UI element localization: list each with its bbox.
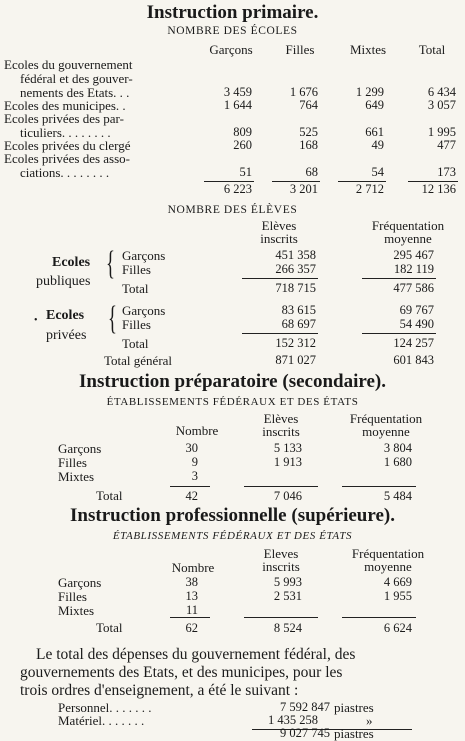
sum-rule bbox=[244, 486, 318, 487]
total-value: 2 712 bbox=[355, 182, 384, 196]
row-label-associations-l1: Ecoles privées des asso- bbox=[4, 151, 130, 166]
cell-value: 6 434 bbox=[427, 85, 456, 99]
col-header-freq-l2: moyenne bbox=[364, 559, 412, 574]
cell-value: 68 697 bbox=[281, 317, 316, 331]
caption-nombre-eleves: NOMBRE DES ÉLÈVES bbox=[167, 204, 298, 216]
cell-value: 9 bbox=[191, 455, 198, 469]
cell-value: 13 bbox=[185, 589, 198, 603]
cell-value: 182 119 bbox=[393, 262, 434, 276]
sum-rule bbox=[242, 333, 318, 334]
total-value: 62 bbox=[185, 621, 198, 635]
col-header-inscrits-l2: inscrits bbox=[262, 424, 300, 439]
row-label-gouvernement-l3: nements des Etats. . . bbox=[20, 85, 130, 100]
row-label-filles: Filles bbox=[122, 262, 151, 277]
row-label-garcons: Garçons bbox=[58, 441, 102, 456]
cell-value: 168 bbox=[299, 138, 318, 152]
row-label-filles: Filles bbox=[58, 455, 87, 470]
cell-value: 1 913 bbox=[273, 455, 302, 469]
section-title-preparatoire: Instruction préparatoire (secondaire). bbox=[79, 371, 386, 392]
cell-value: 38 bbox=[185, 575, 198, 589]
cell-value: 1 299 bbox=[355, 85, 384, 99]
cell-value: 3 bbox=[191, 469, 198, 483]
cell-value: 764 bbox=[299, 98, 318, 112]
row-label-mixtes: Mixtes bbox=[58, 603, 95, 618]
row-label-filles: Filles bbox=[58, 589, 87, 604]
cell-value: 661 bbox=[365, 125, 384, 139]
cell-value: 295 467 bbox=[393, 248, 434, 262]
cell-value: 266 357 bbox=[275, 262, 316, 276]
col-header-nombre: Nombre bbox=[171, 560, 215, 575]
col-header-nombre: Nombre bbox=[175, 423, 219, 438]
caption-etablissements: ÉTABLISSEMENTS FÉDÉRAUX ET DES ÉTATS bbox=[112, 530, 353, 542]
sum-rule bbox=[242, 278, 318, 279]
total-value: 12 136 bbox=[421, 182, 456, 196]
bullet-mark: • bbox=[34, 315, 38, 326]
total-general-label: Total général bbox=[104, 353, 173, 368]
row-label-total: Total bbox=[96, 488, 123, 503]
total-value: 124 257 bbox=[393, 336, 434, 350]
row-label-gouvernement-l2: fédéral et des gouver- bbox=[20, 71, 133, 86]
total-depenses-unit: piastres bbox=[334, 726, 374, 741]
personnel-label: Personnel. . . . . . . bbox=[58, 700, 152, 715]
summary-text-line2: gouvernements des Etats, et des municipes, pour les bbox=[20, 664, 343, 681]
group-label-privees-l1: Ecoles bbox=[46, 308, 85, 323]
row-label-associations-l2: ciations. . . . . . . . bbox=[20, 165, 110, 180]
col-header-inscrits-l2: inscrits bbox=[262, 559, 300, 574]
col-header-inscrits-l2: inscrits bbox=[260, 231, 298, 246]
cell-value: 5 993 bbox=[273, 575, 302, 589]
group-label-publiques-l1: Ecoles bbox=[52, 255, 91, 270]
total-value: 3 201 bbox=[289, 182, 318, 196]
cell-value: 260 bbox=[233, 138, 252, 152]
col-header-inscrits-l1: Elèves bbox=[263, 411, 299, 426]
row-label-municipes: Ecoles des municipes. . bbox=[4, 98, 126, 113]
cell-value: 3 057 bbox=[427, 98, 456, 112]
cell-value: 649 bbox=[365, 98, 384, 112]
col-header-inscrits-l1: Elèves bbox=[261, 218, 297, 233]
total-value: 5 484 bbox=[383, 489, 412, 503]
col-header-freq-l1: Fréquentation bbox=[371, 218, 445, 233]
total-value: 8 524 bbox=[273, 621, 302, 635]
total-value: 152 312 bbox=[275, 336, 316, 350]
cell-value: 83 615 bbox=[281, 303, 316, 317]
cell-value: 1 644 bbox=[223, 98, 252, 112]
brace-icon: { bbox=[106, 245, 115, 282]
group-label-publiques-l2: publiques bbox=[36, 274, 91, 289]
row-label-total: Total bbox=[122, 281, 149, 296]
row-label-total: Total bbox=[122, 336, 149, 351]
cell-value: 49 bbox=[371, 138, 384, 152]
caption-etablissements: ÉTABLISSEMENTS FÉDÉRAUX ET DES ÉTATS bbox=[106, 396, 359, 408]
cell-value: 51 bbox=[239, 165, 252, 179]
sum-rule bbox=[244, 617, 318, 618]
row-label-particuliers-l2: ticuliers. . . . . . . . bbox=[20, 125, 111, 140]
total-general-value: 601 843 bbox=[393, 353, 434, 367]
total-value: 6 223 bbox=[223, 182, 252, 196]
cell-value: 173 bbox=[437, 165, 456, 179]
cell-value: 1 955 bbox=[383, 589, 412, 603]
col-header-freq-l1: Fréquentation bbox=[351, 546, 425, 561]
cell-value: 30 bbox=[185, 441, 198, 455]
cell-value: 451 358 bbox=[275, 248, 316, 262]
summary-text-line1: Le total des dépenses du gouvernement fédéral, des bbox=[36, 646, 356, 663]
section-title-primaire: Instruction primaire. bbox=[146, 2, 319, 23]
cell-value: 3 459 bbox=[223, 85, 252, 99]
personnel-value: 7 592 847 bbox=[280, 700, 330, 714]
col-header-filles: Filles bbox=[285, 42, 315, 57]
cell-value: 3 804 bbox=[383, 441, 412, 455]
materiel-unit: » bbox=[366, 713, 373, 728]
total-value: 718 715 bbox=[275, 281, 316, 295]
cell-value: 1 680 bbox=[383, 455, 412, 469]
total-depenses-value: 9 027 745 bbox=[280, 726, 330, 740]
total-value: 477 586 bbox=[393, 281, 434, 295]
row-label-particuliers-l1: Ecoles privées des par- bbox=[4, 111, 124, 126]
sum-rule bbox=[362, 333, 436, 334]
row-label-garcons: Garçons bbox=[58, 575, 102, 590]
sum-rule bbox=[342, 486, 416, 487]
cell-value: 68 bbox=[305, 165, 318, 179]
col-header-mixtes: Mixtes bbox=[349, 42, 387, 57]
cell-value: 11 bbox=[185, 603, 198, 617]
col-header-freq-l1: Fréquentation bbox=[349, 411, 423, 426]
cell-value: 525 bbox=[299, 125, 318, 139]
cell-value: 1 995 bbox=[427, 125, 456, 139]
brace-icon: { bbox=[108, 300, 117, 337]
cell-value: 4 669 bbox=[383, 575, 412, 589]
row-label-clerge: Ecoles privées du clergé bbox=[4, 138, 131, 153]
sum-rule bbox=[362, 278, 436, 279]
cell-value: 5 133 bbox=[273, 441, 302, 455]
materiel-label: Matériel. . . . . . . bbox=[58, 713, 145, 728]
sum-rule bbox=[170, 486, 210, 487]
summary-text-line3: trois ordres d'enseignement, a été le suivant : bbox=[20, 682, 299, 699]
row-label-total: Total bbox=[96, 620, 123, 635]
col-header-inscrits-l1: Eleves bbox=[263, 546, 299, 561]
row-label-garcons: Garçons bbox=[122, 303, 166, 318]
row-label-garcons: Garçons bbox=[122, 248, 166, 263]
cell-value: 54 bbox=[371, 165, 384, 179]
cell-value: 1 676 bbox=[289, 85, 318, 99]
personnel-unit: piastres bbox=[334, 700, 374, 715]
cell-value: 809 bbox=[233, 125, 252, 139]
cell-value: 54 490 bbox=[399, 317, 434, 331]
section-title-professionnelle: Instruction professionnelle (supérieure). bbox=[70, 505, 395, 526]
cell-value: 69 767 bbox=[399, 303, 434, 317]
sum-rule bbox=[170, 617, 210, 618]
row-label-filles: Filles bbox=[122, 317, 151, 332]
materiel-value: 1 435 258 bbox=[268, 713, 318, 727]
group-label-privees-l2: privées bbox=[46, 328, 87, 343]
sum-rule bbox=[342, 617, 416, 618]
cell-value: 477 bbox=[437, 138, 456, 152]
col-header-total: Total bbox=[418, 42, 446, 57]
total-general-value: 871 027 bbox=[275, 353, 316, 367]
row-label-gouvernement-l1: Ecoles du gouvernement bbox=[4, 57, 133, 72]
caption-nombre-ecoles: NOMBRE DES ÉCOLES bbox=[167, 25, 298, 37]
total-value: 42 bbox=[185, 489, 198, 503]
cell-value: 2 531 bbox=[273, 589, 302, 603]
col-header-garcons: Garçons bbox=[209, 42, 253, 57]
col-header-freq-l2: moyenne bbox=[384, 231, 432, 246]
col-header-freq-l2: moyenne bbox=[362, 424, 410, 439]
total-value: 6 624 bbox=[383, 621, 412, 635]
total-value: 7 046 bbox=[273, 489, 302, 503]
row-label-mixtes: Mixtes bbox=[58, 469, 95, 484]
